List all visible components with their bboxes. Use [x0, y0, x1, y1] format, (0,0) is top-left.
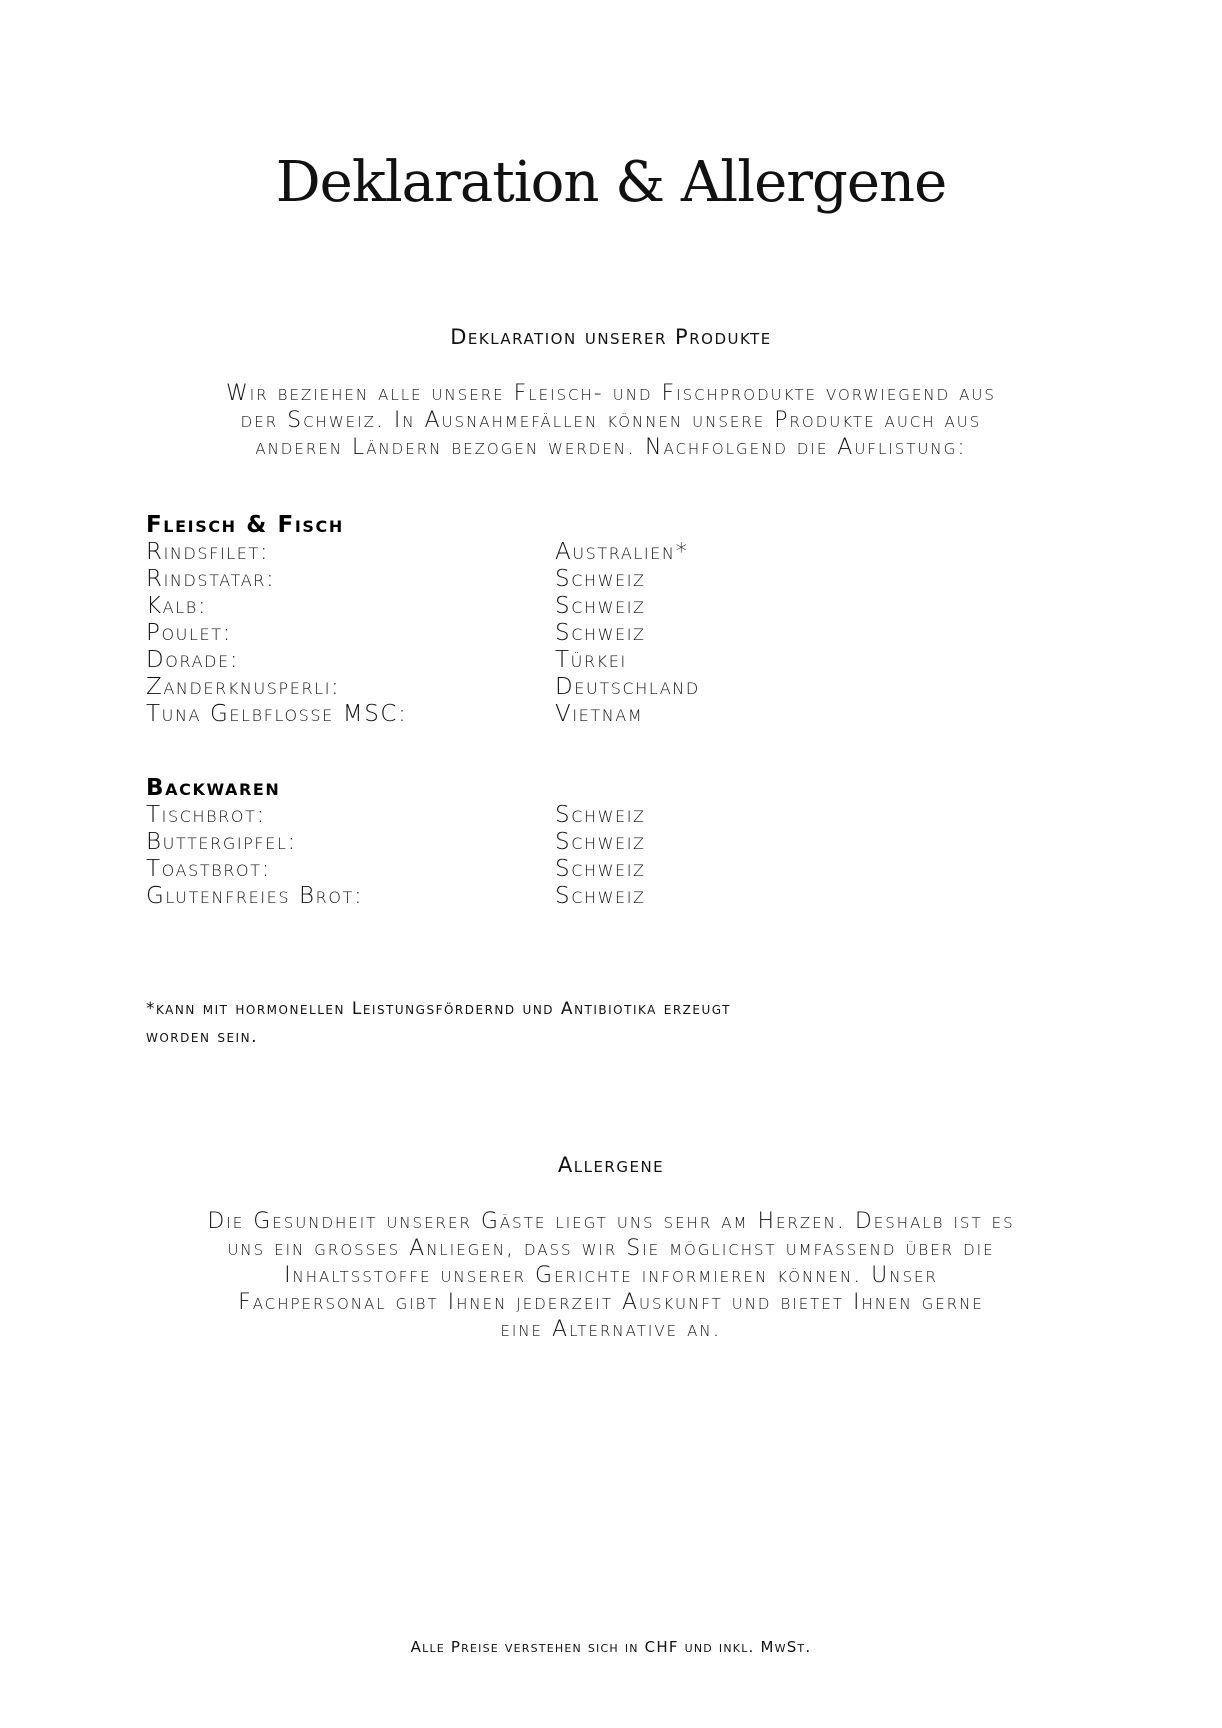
list-item — [146, 856, 646, 883]
list-item — [146, 883, 646, 910]
product-origin: Australien* — [555, 539, 689, 565]
intro-line: anderen Ländern bezogen werden. Nachfolgend die Auflistung: — [255, 435, 967, 460]
list-item — [146, 620, 700, 647]
product-name: Tuna Gelbflosse MSC: — [146, 701, 408, 727]
product-origin: Schweiz — [555, 566, 646, 592]
product-name: Tischbrot: — [146, 802, 266, 828]
list-item — [146, 674, 700, 701]
product-origin: Schweiz — [555, 883, 646, 909]
allergens-line: uns ein grosses Anliegen, dass wir Sie möglichst umfassend über die — [227, 1236, 995, 1261]
meat-fish-list — [146, 512, 700, 728]
page-title: Deklaration & Allergene — [275, 150, 947, 215]
declaration-intro — [140, 380, 1082, 461]
list-item — [146, 701, 700, 728]
product-name: Toastbrot: — [146, 856, 271, 882]
footnote-line: worden sein. — [146, 1027, 258, 1047]
product-name: Kalb: — [146, 593, 208, 619]
allergens-line: Die Gesundheit unserer Gäste liegt uns sehr am Herzen. Deshalb ist es — [207, 1209, 1015, 1234]
product-origin: Schweiz — [555, 856, 646, 882]
product-origin: Deutschland — [555, 674, 700, 700]
list-item — [146, 539, 700, 566]
product-origin: Vietnam — [555, 701, 644, 727]
list-item — [146, 647, 700, 674]
origin-footnote — [146, 995, 1046, 1051]
list-item — [146, 829, 646, 856]
product-name: Poulet: — [146, 620, 232, 646]
allergens-text — [140, 1208, 1082, 1343]
product-origin: Schweiz — [555, 802, 646, 828]
list-item — [146, 566, 700, 593]
product-name: Buttergipfel: — [146, 829, 297, 855]
product-name: Dorade: — [146, 647, 240, 673]
allergens-line: eine Alternative an. — [500, 1317, 722, 1342]
allergens-heading: Allergene — [557, 1153, 665, 1177]
price-footer: Alle Preise verstehen sich in CHF und inkl. MwSt. — [410, 1638, 812, 1656]
meat-fish-title: Fleisch & Fisch — [146, 512, 344, 538]
product-name: Zanderknusperli: — [146, 674, 341, 700]
footnote-line: *kann mit hormonellen Leistungsfördernd und Antibiotika erzeugt — [146, 999, 731, 1019]
intro-line: der Schweiz. In Ausnahmefällen können unsere Produkte auch aus — [240, 408, 982, 433]
bakery-list — [146, 775, 646, 910]
declaration-heading: Deklaration unserer Produkte — [450, 325, 772, 349]
allergens-line: Inhaltsstoffe unserer Gerichte informieren können. Unser — [284, 1263, 938, 1288]
product-name: Rindstatar: — [146, 566, 276, 592]
intro-line: Wir beziehen alle unsere Fleisch- und Fischprodukte vorwiegend aus — [226, 381, 996, 406]
list-item — [146, 593, 700, 620]
product-name: Rindsfilet: — [146, 539, 270, 565]
bakery-title: Backwaren — [146, 775, 281, 801]
product-origin: Schweiz — [555, 593, 646, 619]
product-origin: Türkei — [555, 647, 627, 673]
allergens-line: Fachpersonal gibt Ihnen jederzeit Auskunft und bietet Ihnen gerne — [238, 1290, 984, 1315]
product-origin: Schweiz — [555, 829, 646, 855]
product-name: Glutenfreies Brot: — [146, 883, 364, 909]
product-origin: Schweiz — [555, 620, 646, 646]
list-item — [146, 802, 646, 829]
